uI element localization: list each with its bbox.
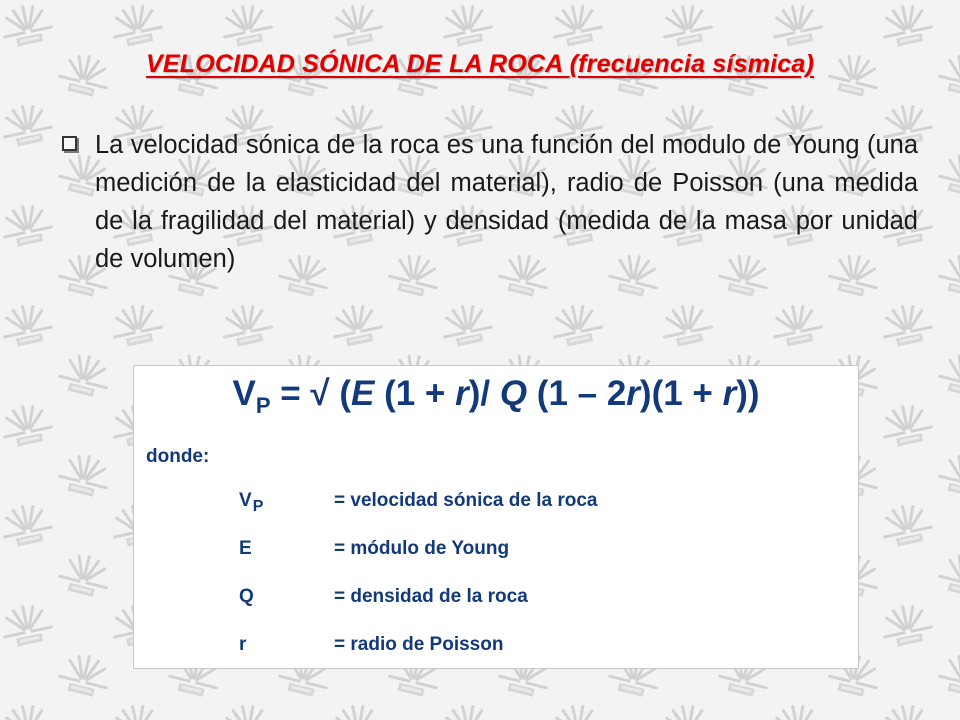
definition-symbol [239, 586, 254, 608]
formula-var-q: Q [499, 374, 528, 413]
definition-description: = velocidad sónica de la roca [334, 490, 598, 511]
bullet-text: La velocidad sónica de la roca es una función del modulo de Young (una medición de la elasticidad del material), radio de Poisson (una medida de la fragilidad del material) y densidad (medida de la masa por unidad de volumen) [95, 131, 918, 273]
definition-description: = radio de Poisson [334, 634, 504, 655]
formula-var-r-1: r [455, 374, 469, 413]
definition-symbol [239, 634, 246, 656]
donde-label: donde: [146, 446, 210, 467]
formula-equals-sqrt: = √ ( [270, 374, 351, 413]
definition-row-e [239, 538, 839, 564]
definition-row-vp [239, 490, 839, 516]
definition-symbol [239, 538, 252, 560]
formula-box [133, 365, 859, 669]
formula-lhs: V [232, 374, 256, 413]
definition-symbol-main: r [239, 634, 247, 655]
definition-row-q [239, 586, 839, 612]
definition-description: = densidad de la roca [334, 586, 528, 607]
definition-symbol-subscript: P [252, 498, 264, 515]
slide-title-text: VELOCIDAD SÓNICA DE LA ROCA (frecuencia sísmica) [145, 50, 815, 78]
formula-part-4: )(1 + [639, 374, 723, 413]
definition-description: = módulo de Young [334, 538, 510, 559]
formula-var-r-3: r [722, 374, 737, 413]
formula-part-2: )/ [468, 374, 500, 413]
slide-title [0, 50, 960, 79]
bullet-paragraph [62, 126, 918, 278]
formula-lhs-subscript: P [255, 393, 271, 418]
definition-symbol-main: V [239, 490, 252, 511]
formula-var-r-2: r [626, 374, 640, 413]
definition-symbol [239, 490, 264, 515]
formula-part-5: )) [736, 374, 760, 413]
formula-var-e: E [351, 374, 375, 413]
definition-row-r [239, 634, 839, 660]
definition-symbol-main: Q [239, 586, 254, 607]
sonic-velocity-formula [134, 374, 858, 418]
hollow-square-bullet-icon [62, 136, 77, 151]
formula-part-1: (1 + [374, 374, 456, 413]
definition-symbol-main: E [239, 538, 252, 559]
formula-part-3: (1 – 2 [527, 374, 627, 413]
